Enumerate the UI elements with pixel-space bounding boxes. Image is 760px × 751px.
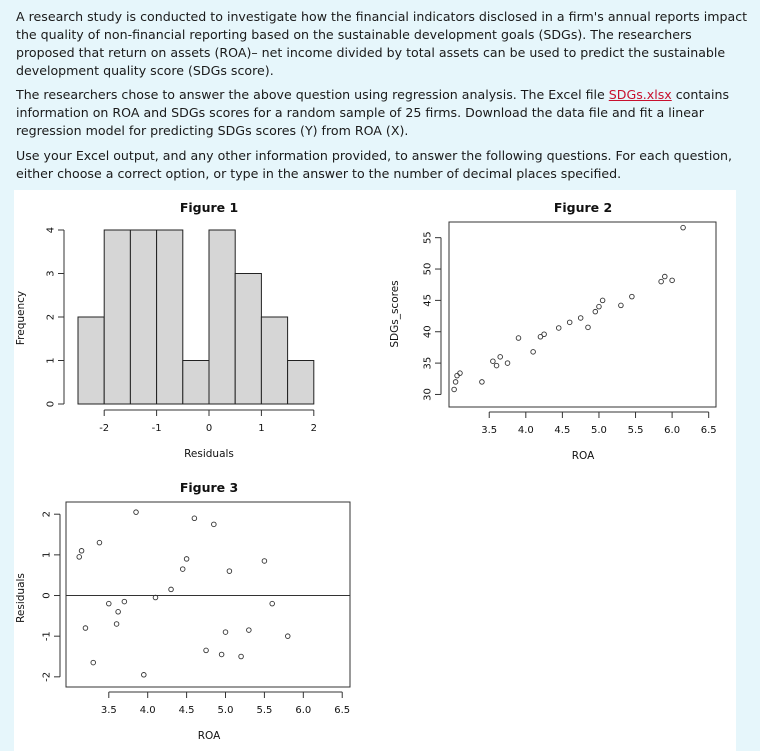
y-axis-label: Frequency [15, 290, 27, 346]
data-point [223, 630, 228, 635]
histogram-bar [209, 230, 235, 404]
data-point [455, 373, 460, 378]
data-point [662, 274, 667, 279]
data-point [630, 294, 635, 299]
x-tick-label: 6.0 [664, 425, 681, 436]
data-point [498, 355, 503, 360]
x-tick-label: 6.5 [334, 705, 351, 716]
plot-frame [449, 222, 716, 407]
x-tick-label: -1 [151, 423, 162, 434]
x-tick-label: 1 [258, 423, 265, 434]
data-point [453, 380, 458, 385]
histogram-bar [288, 361, 314, 405]
x-axis-label: ROA [197, 730, 221, 742]
data-point [670, 278, 675, 283]
data-point [122, 599, 127, 604]
data-point [659, 279, 664, 284]
data-point [204, 648, 209, 653]
x-tick-label: 2 [310, 423, 317, 434]
data-point [531, 350, 536, 355]
y-tick-label: 1 [45, 357, 57, 364]
data-point [491, 359, 496, 364]
sdgs-xlsx-download-link[interactable]: SDGs.xlsx [608, 87, 672, 102]
y-tick-label: 4 [45, 226, 57, 234]
data-point [556, 326, 561, 331]
data-point [600, 298, 605, 303]
intro-paragraph-2-end: contains information on ROA and SDGs scores for a random sample of 25 firms. Download the data file and fit a linear regression model for predicting SDGs scores (Y) from ROA (X). [16, 87, 730, 138]
data-point [97, 540, 102, 545]
data-point [116, 609, 121, 614]
data-point [212, 522, 217, 527]
data-point [142, 673, 147, 678]
histogram-bar [235, 274, 261, 405]
data-point [619, 303, 624, 308]
y-tick-label: 45 [422, 294, 434, 307]
figure-title: Figure 2 [553, 200, 613, 215]
data-point [542, 332, 547, 337]
data-point [91, 660, 96, 665]
data-point [180, 567, 185, 572]
histogram-bar [130, 230, 156, 404]
data-point [227, 569, 232, 574]
data-point [83, 626, 88, 631]
data-point [505, 361, 510, 366]
data-point [458, 371, 463, 376]
x-tick-label: 3.5 [481, 425, 498, 436]
data-point [106, 601, 111, 606]
y-tick-label: 50 [422, 262, 434, 276]
intro-paragraph-2 [16, 86, 754, 140]
data-point [247, 628, 252, 633]
data-point [169, 587, 174, 592]
plot-frame [66, 502, 350, 687]
figure-3-residual-plot [14, 470, 364, 750]
x-tick-label: 6.5 [700, 425, 717, 436]
data-point [681, 225, 686, 230]
histogram-bar [78, 317, 104, 404]
x-tick-label: 3.5 [100, 705, 117, 716]
data-point [597, 304, 602, 309]
y-tick-label: 0 [45, 400, 57, 408]
figure-title: Figure 1 [179, 200, 239, 215]
data-point [192, 516, 197, 521]
y-tick-label: 0 [41, 592, 53, 599]
histogram-bar [183, 361, 209, 405]
data-point [77, 555, 82, 560]
x-tick-label: 4.0 [517, 425, 534, 436]
y-tick-label: -2 [41, 671, 53, 682]
data-point [285, 634, 290, 639]
x-tick-label: 0 [205, 423, 213, 434]
x-tick-label: 5.5 [256, 705, 273, 716]
y-axis-label: SDGs_scores [389, 280, 401, 348]
x-tick-label: 4.0 [139, 705, 156, 716]
intro-paragraph-2-start: The researchers chose to answer the above question using regression analysis. The Excel file [16, 87, 609, 102]
data-point [184, 557, 189, 562]
y-tick-label: 3 [45, 270, 57, 277]
y-tick-label: 35 [422, 356, 434, 370]
y-tick-label: -1 [41, 631, 53, 642]
data-point [262, 559, 267, 564]
figures-panel [14, 190, 736, 751]
x-tick-label: -2 [99, 423, 110, 434]
data-point [494, 363, 499, 368]
data-point [79, 548, 84, 553]
data-point [586, 325, 591, 330]
data-point [516, 336, 521, 341]
data-point [452, 387, 457, 392]
intro-paragraph-3: Use your Excel output, and any other information provided, to answer the following questions. For each question, either choose a correct option, or type in the answer to the number of decimal places specified. [16, 148, 733, 181]
x-tick-label: 5.0 [591, 425, 607, 436]
x-tick-label: 4.5 [554, 425, 571, 436]
y-axis-label: Residuals [15, 573, 27, 623]
data-point [567, 320, 572, 325]
data-point [114, 622, 119, 627]
histogram-bar [104, 230, 130, 404]
y-tick-label: 2 [45, 313, 57, 321]
data-point [219, 652, 224, 657]
x-tick-label: 5.0 [217, 705, 234, 716]
x-axis-label: ROA [571, 450, 595, 462]
data-point [578, 316, 583, 321]
y-tick-label: 40 [422, 325, 434, 339]
figure-1-histogram [14, 190, 364, 470]
y-tick-label: 2 [41, 511, 53, 518]
x-tick-label: 6.0 [295, 705, 312, 716]
histogram-bar [157, 230, 183, 404]
data-point [593, 309, 598, 314]
data-point [480, 380, 485, 385]
data-point [134, 510, 139, 515]
figure-2-scatter [366, 190, 736, 470]
y-tick-label: 30 [422, 388, 434, 401]
histogram-bar [261, 317, 287, 404]
x-tick-label: 4.5 [178, 705, 195, 716]
data-point [270, 601, 275, 606]
y-tick-label: 55 [422, 231, 434, 245]
x-axis-label: Residuals [184, 448, 234, 460]
intro-paragraph-1: A research study is conducted to investigate how the financial indicators disclosed in a firm's annual reports impact the quality of non-financial reporting based on the sustainable development goals (SDGs). The researchers proposed that return on assets (ROA)– net income divided by total assets can be used to predict the sustainable development quality score (SDGs score). [16, 9, 748, 78]
data-point [239, 654, 244, 659]
x-tick-label: 5.5 [627, 425, 644, 436]
figure-title: Figure 3 [179, 480, 239, 495]
y-tick-label: 1 [41, 551, 53, 559]
